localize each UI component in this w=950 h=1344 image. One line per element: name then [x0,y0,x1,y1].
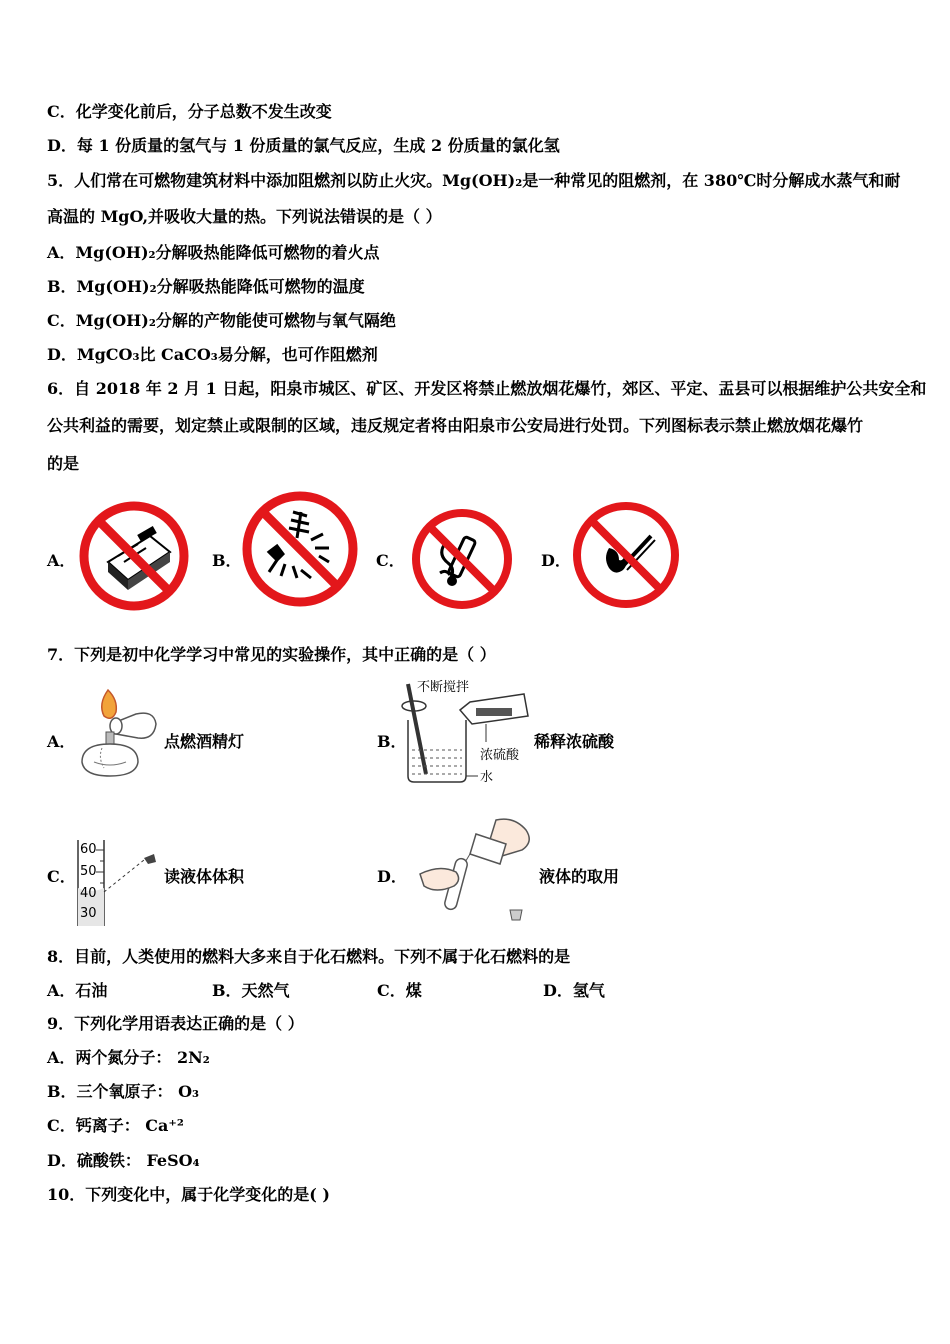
q7-label-b: B． [377,732,407,751]
tick-60: 60 [80,842,97,857]
q6-label-b: B． [212,551,242,570]
q7-option-d-text: 液体的取用 [539,867,620,886]
q6-stem-line3: 的是 [47,454,80,473]
q9-option-d: D．硫酸铁： FeSO₄ [47,1151,200,1170]
q4-option-c: C．化学变化前后，分子总数不发生改变 [47,102,332,121]
q7-label-a: A． [47,732,76,751]
q8-option-a: A．石油 [47,981,108,1000]
q5-option-a: A．Mg(OH)₂分解吸热能降低可燃物的着火点 [47,243,380,262]
q8-option-d: D．氢气 [543,981,605,1000]
q7-b-annotation-stir: 不断搅拌 [417,680,470,695]
q7-label-c: C． [47,867,76,886]
q6-stem-line1: 6．自 2018 年 2 月 1 日起，阳泉市城区、矿区、开发区将禁止燃放烟花爆竹，郊区、平定、盂县可以根据维护公共安全和 [47,379,927,398]
no-smoking-sign-icon [410,507,514,611]
pouring-liquid-into-test-tube-icon [410,812,536,924]
q9-stem: 9．下列化学用语表达正确的是（ ） [47,1014,304,1033]
diluting-sulfuric-acid-diagram-icon [400,680,532,786]
q7-b-annotation-water: 水 [480,770,494,785]
no-open-flame-sign-icon [571,500,681,610]
q8-stem: 8．目前，人类使用的燃料大多来自于化石燃料。下列不属于化石燃料的是 [47,947,571,966]
lighting-alcohol-lamp-with-lamp-icon [72,686,162,784]
q4-option-d: D．每 1 份质量的氢气与 1 份质量的氯气反应，生成 2 份质量的氯化氢 [47,136,560,155]
tick-30: 30 [80,906,97,921]
q5-option-b: B．Mg(OH)₂分解吸热能降低可燃物的温度 [47,277,365,296]
no-matches-sign-icon [78,500,190,612]
q5-option-c: C．Mg(OH)₂分解的产物能使可燃物与氧气隔绝 [47,311,396,330]
q7-option-b-text: 稀释浓硫酸 [534,732,615,751]
q7-option-c-text: 读液体体积 [164,867,245,886]
q7-b-annotation-acid: 浓硫酸 [480,748,520,763]
q8-option-b: B．天然气 [212,981,290,1000]
q6-stem-line2: 公共利益的需要，划定禁止或限制的区域，违反规定者将由阳泉市公安局进行处罚。下列图标表示禁止燃放烟花爆竹 [47,416,864,435]
q6-label-c: C． [376,551,405,570]
q9-option-a: A．两个氮分子： 2N₂ [47,1048,210,1067]
tick-40: 40 [80,886,97,901]
q6-label-d: D． [541,551,571,570]
q7-label-d: D． [377,867,407,886]
q9-option-c: C．钙离子： Ca⁺² [47,1116,184,1135]
q6-label-a: A． [47,551,76,570]
tick-50: 50 [80,864,97,879]
q8-option-c: C．煤 [377,981,422,1000]
q5-stem-line1: 5．人们常在可燃物建筑材料中添加阻燃剂以防止火灾。Mg(OH)₂是一种常见的阻燃剂，在 380℃时分解成水蒸气和耐 [47,171,901,190]
q9-option-b: B．三个氧原子： O₃ [47,1082,200,1101]
no-firecrackers-sign-icon [241,490,359,608]
q5-stem-line2: 高温的 MgO,并吸收大量的热。下列说法错误的是（ ） [47,207,442,226]
q7-option-a-text: 点燃酒精灯 [164,732,245,751]
q10-stem: 10．下列变化中，属于化学变化的是( ) [47,1185,330,1204]
q5-option-d: D．MgCO₃比 CaCO₃易分解，也可作阻燃剂 [47,345,378,364]
q7-stem: 7．下列是初中化学学习中常见的实验操作，其中正确的是（ ） [47,645,496,664]
